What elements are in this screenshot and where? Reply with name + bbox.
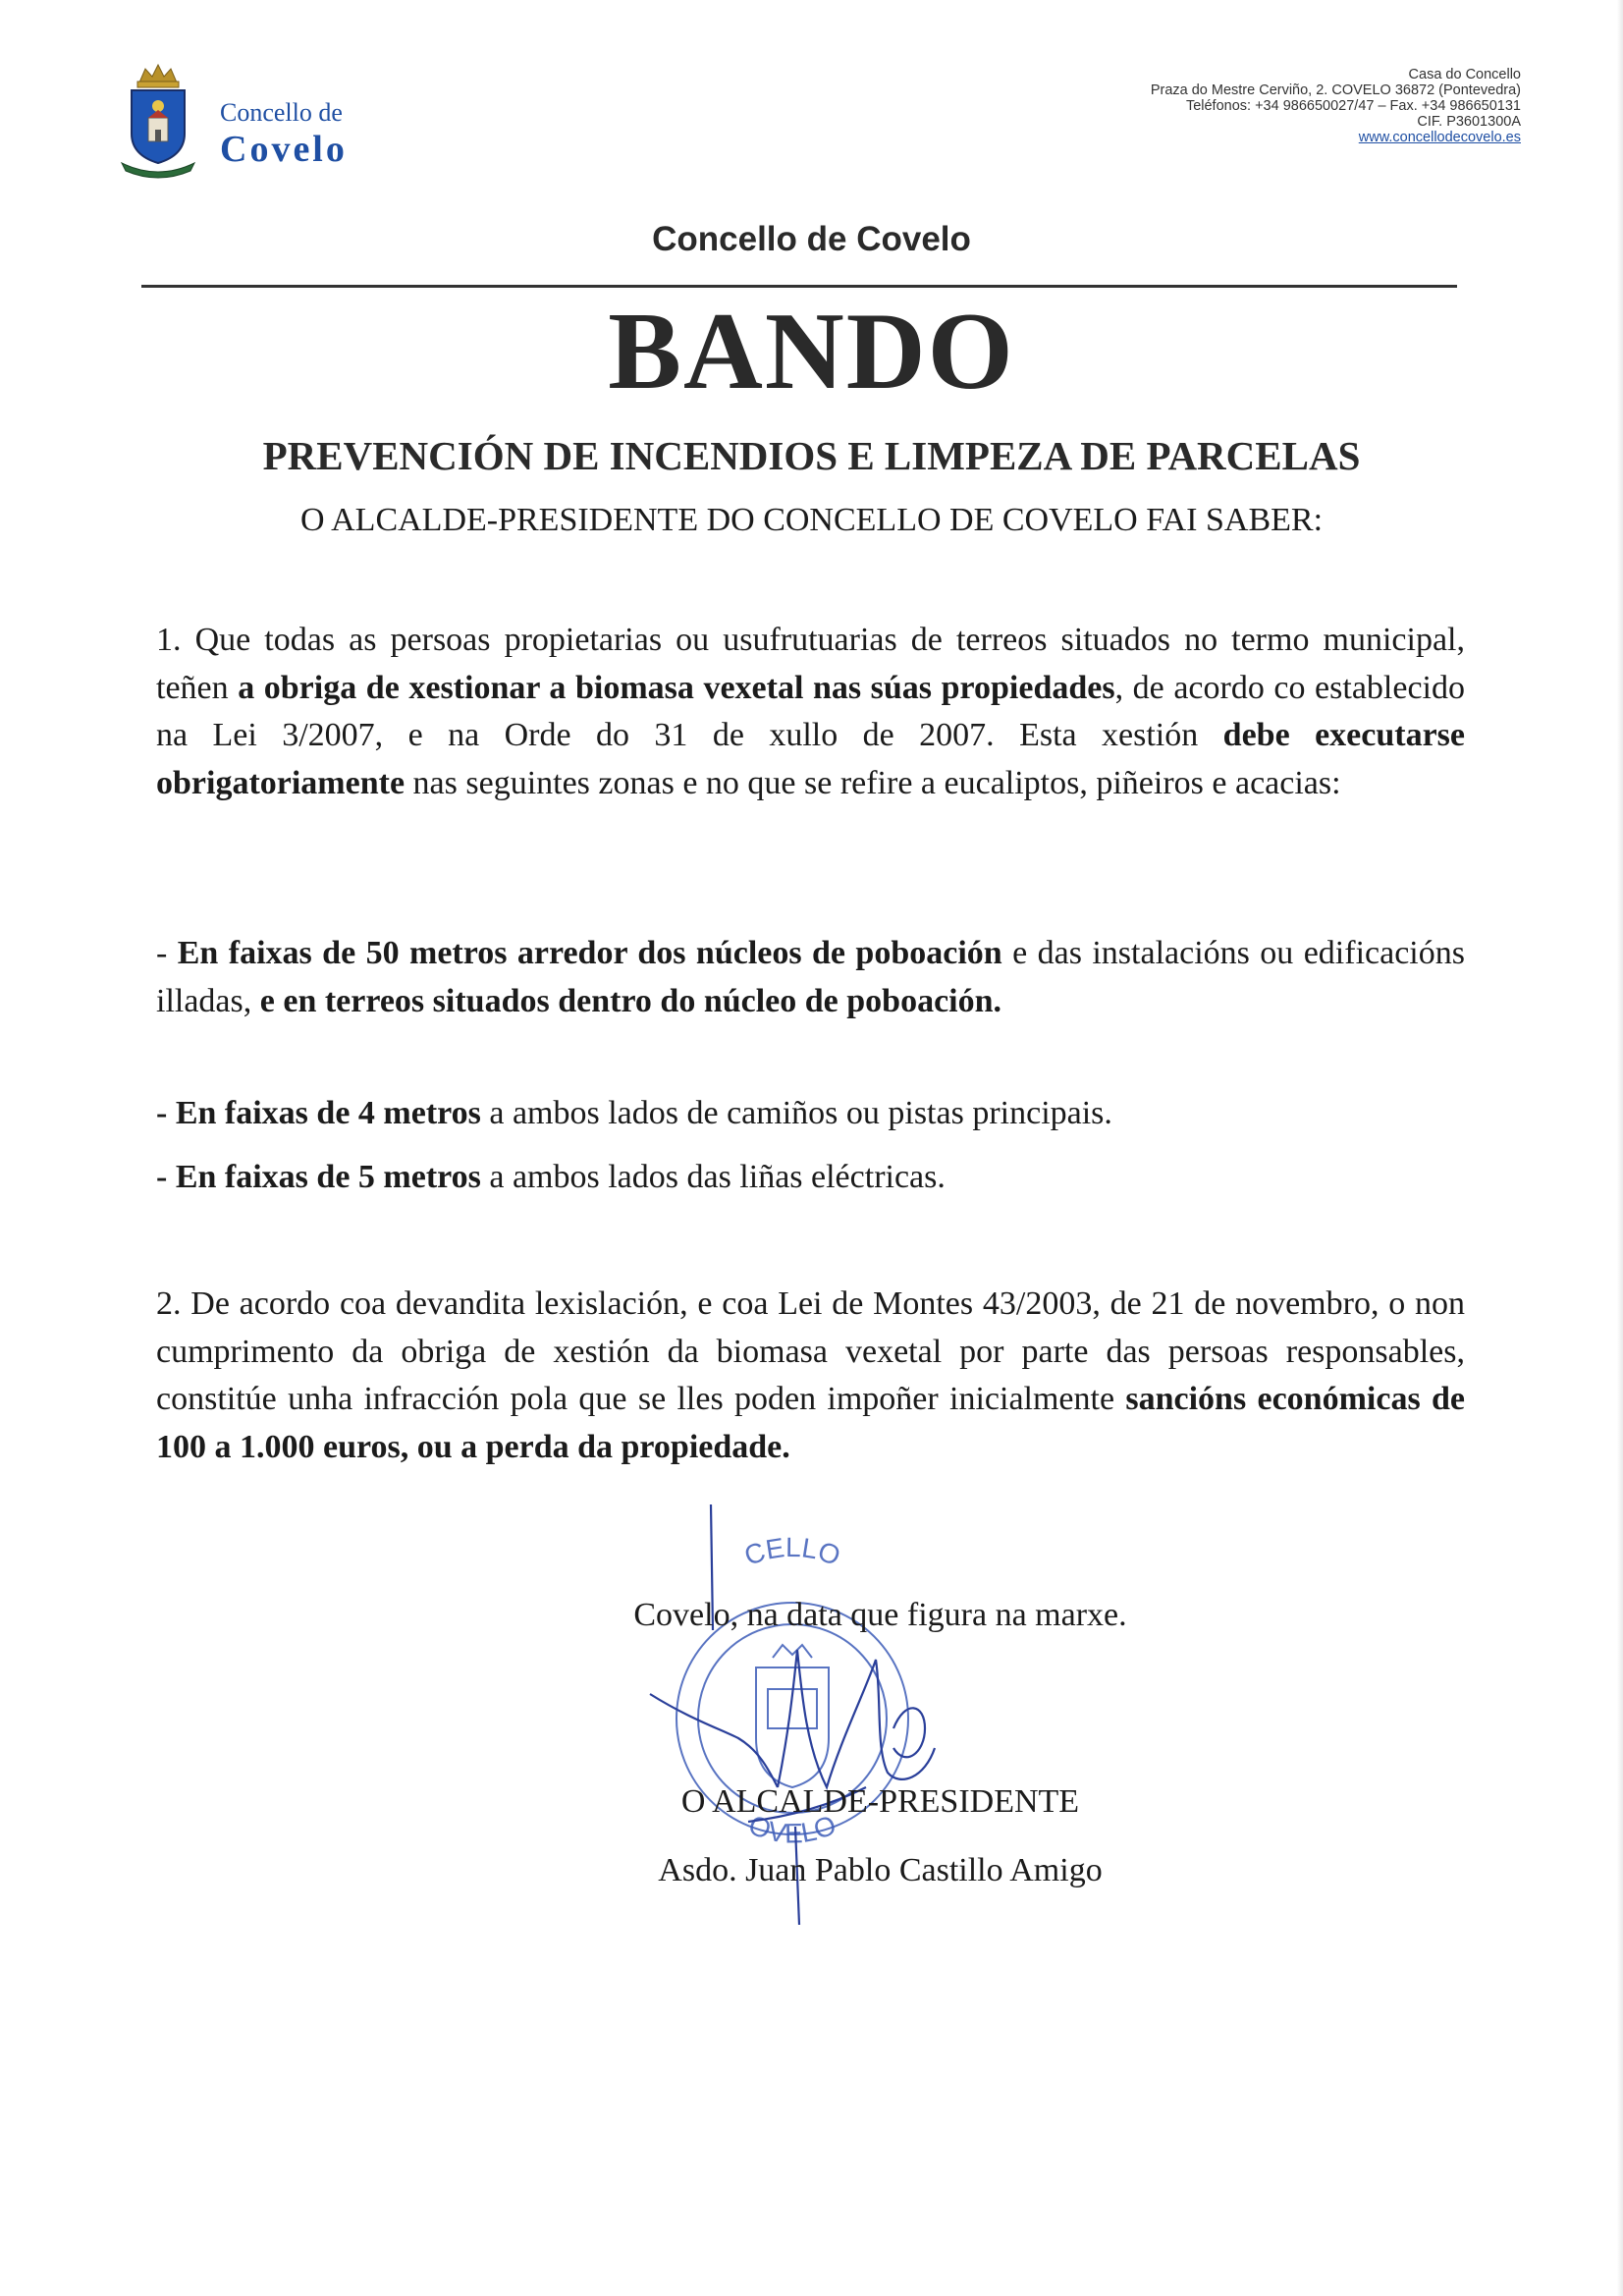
bullet-bold-a: En faixas de 4 metros xyxy=(175,1095,481,1131)
bullet-text: a ambos lados de camiños ou pistas principais. xyxy=(480,1095,1112,1131)
list-item xyxy=(156,930,1465,1025)
contact-phones: Teléfonos: +34 986650027/47 – Fax. +34 986650131 xyxy=(1185,98,1521,114)
paragraph-2-bold: sancións económicas de 100 a 1.000 euros, ou a perda da propiedade xyxy=(156,1381,1465,1465)
bullet-dash: - xyxy=(156,935,178,971)
paragraph-1-text-c: nas seguintes zonas e no que se refire a eucaliptos, piñeiros e acacias: xyxy=(405,764,1341,801)
bullet-dash: - xyxy=(156,1095,176,1131)
page-subtitle: PREVENCIÓN DE INCENDIOS E LIMPEZA DE PARCELAS xyxy=(262,433,1361,478)
list-item xyxy=(156,1090,1465,1138)
declaration: O ALCALDE-PRESIDENTE DO CONCELLO DE COVELO FAI SABER: xyxy=(299,502,1324,538)
contact-address: Praza do Mestre Cerviño, 2. COVELO 36872 (Pontevedra) xyxy=(1150,82,1521,98)
bullet-bold-b: e en terreos situados dentro do núcleo de poboación. xyxy=(259,982,1002,1019)
website-link[interactable]: www.concellodecovelo.es xyxy=(1358,130,1521,145)
signatory-name: Asdo. Juan Pablo Castillo Amigo xyxy=(658,1852,1103,1888)
bullet-text: a ambos lados das liñas eléctricas. xyxy=(480,1159,946,1195)
contact-cif: CIF. P3601300A xyxy=(1417,114,1521,130)
place-date: Covelo, na data que figura na marxe. xyxy=(633,1597,1127,1633)
bullet-bold-a: En faixas de 5 metros xyxy=(175,1159,481,1195)
logo-line-2: Covelo xyxy=(220,129,348,170)
paragraph-1-text-a: 1. Que todas as persoas propietarias ou usufrutuarias de terreos situados no termo municipal, teñen xyxy=(156,622,1465,706)
council-heading: Concello de Covelo xyxy=(652,220,971,258)
coat-of-arms-icon xyxy=(118,61,198,179)
bullet-dash: - xyxy=(156,1159,176,1195)
paragraph-1 xyxy=(156,617,1465,807)
stamp-text-top: CELLO xyxy=(739,1531,844,1572)
bullet-bold-a: En faixas de 50 metros arredor dos núcleos de poboación xyxy=(177,935,1002,971)
contact-building: Casa do Concello xyxy=(1408,67,1521,82)
page-title: BANDO xyxy=(608,291,1015,412)
paragraph-1-bold-a: a obriga de xestionar a biomasa vexetal nas súas propiedades xyxy=(238,669,1115,706)
paragraph-1-text-b: , de acordo co establecido na Lei 3/2007, e na Orde do 31 de xullo de 2007. Esta xestión xyxy=(156,669,1465,753)
paragraph-2-text-a: 2. De acordo coa devandita lexislación, e coa Lei de Montes 43/2003, de 21 de novembro, o non cumprimento da obriga de xestión da biomasa vexetal por parte das persoas responsables, constitúe unha infracción pola que se lles poden impoñer inicialmente xyxy=(156,1285,1465,1417)
contact-block xyxy=(1151,67,1521,145)
bullet-text: e das instalacións ou edificacións illadas, xyxy=(156,935,1465,1019)
divider xyxy=(141,285,1457,288)
logo-wordmark xyxy=(220,98,348,171)
paragraph-1-bold-b: debe executarse obrigatoriamente xyxy=(156,717,1465,801)
logo-line-1: Concello de xyxy=(220,98,343,127)
paragraph-2-text-b: . xyxy=(782,1428,790,1465)
stamp-text-bottom: OVELO xyxy=(744,1809,840,1849)
paragraph-2 xyxy=(156,1281,1465,1471)
signatory-role: O ALCALDE-PRESIDENTE xyxy=(680,1783,1080,1820)
list-item xyxy=(156,1154,1465,1202)
